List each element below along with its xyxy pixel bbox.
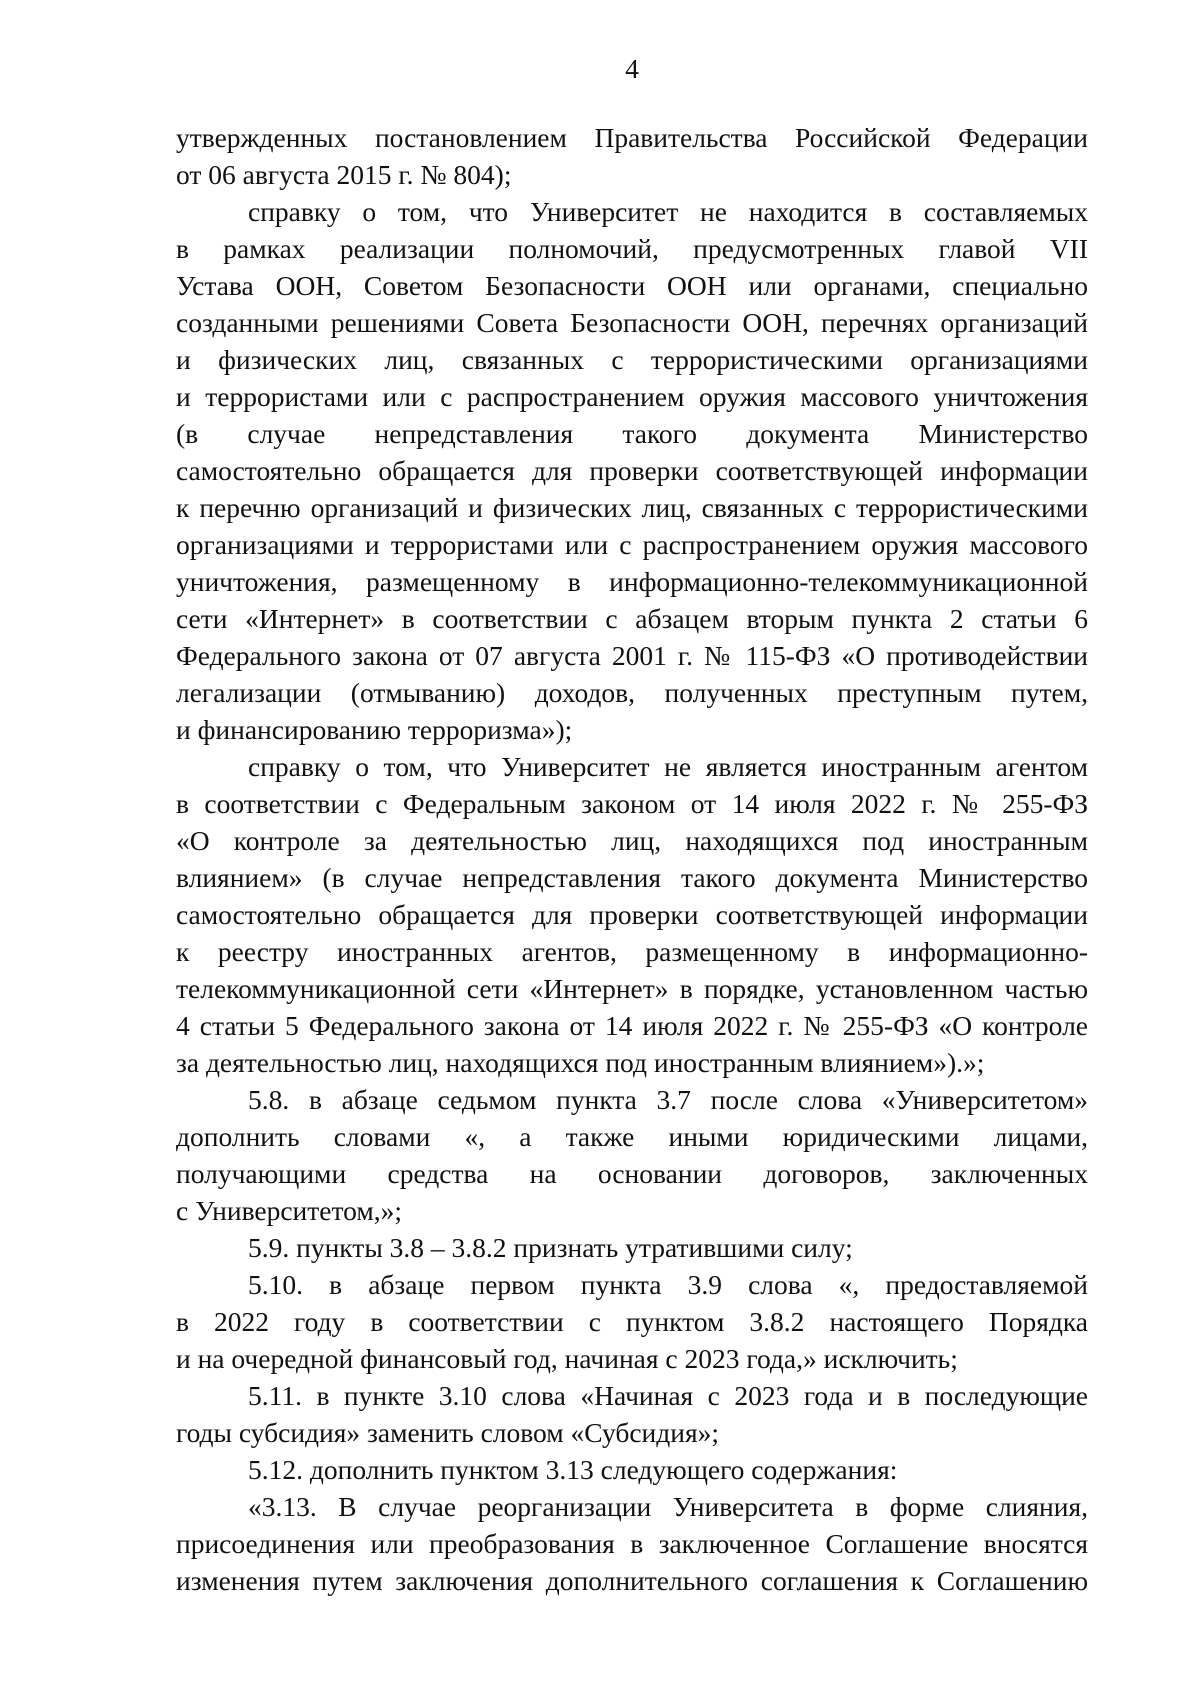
text-line: (в случае непредставления такого документа Министерство [176,418,1088,449]
text-line: 5.9. пункты 3.8 – 3.8.2 признать утратившими силу; [248,1232,853,1263]
text-line: и физических лиц, связанных с террористическими организациями [176,344,1088,375]
text-line: получающими средства на основании договоров, заключенных [176,1158,1088,1189]
text-line: к реестру иностранных агентов, размещенному в информационно- [176,936,1088,967]
text-line: 5.8. в абзаце седьмом пункта 3.7 после слова «Университетом» [248,1084,1088,1115]
text-line: уничтожения, размещенному в информационно-телекоммуникационной [176,566,1088,597]
text-line: Устава ООН, Советом Безопасности ООН или органами, специально [176,270,1088,301]
text-line: созданными решениями Совета Безопасности ООН, перечнях организаций [176,307,1088,338]
text-line: самостоятельно обращается для проверки соответствующей информации [176,899,1088,930]
text-line: телекоммуникационной сети «Интернет» в порядке, установленном частью [176,973,1088,1004]
text-line: и финансированию терроризма»); [176,714,573,745]
text-line: к перечню организаций и физических лиц, связанных с террористическими [176,492,1088,523]
text-line: организациями и террористами или с распространением оружия массового [176,529,1088,560]
text-line: дополнить словами «, а также иными юридическими лицами, [176,1121,1088,1152]
page-number: 4 [625,53,639,84]
text-line: с Университетом,»; [176,1195,403,1226]
text-line: в соответствии с Федеральным законом от 14 июля 2022 г. № 255-ФЗ [176,788,1088,819]
text-line: «3.13. В случае реорганизации Университета в форме слияния, [248,1491,1088,1522]
text-line: 4 статьи 5 Федерального закона от 14 июля 2022 г. № 255-ФЗ «О контроле [176,1010,1088,1041]
text-line: сети «Интернет» в соответствии с абзацем вторым пункта 2 статьи 6 [176,603,1088,634]
text-line: за деятельностью лиц, находящихся под иностранным влиянием»).»; [176,1047,985,1078]
text-line: утвержденных постановлением Правительства Российской Федерации [176,122,1088,153]
text-line: и террористами или с распространением оружия массового уничтожения [176,381,1088,412]
text-line: годы субсидия» заменить словом «Субсидия»; [176,1417,720,1448]
text-line: изменения путем заключения дополнительного соглашения к Соглашению [176,1565,1088,1596]
text-line: присоединения или преобразования в заключенное Соглашение вносятся [176,1528,1088,1559]
text-line: влиянием» (в случае непредставления такого документа Министерство [176,862,1088,893]
text-line: «О контроле за деятельностью лиц, находящихся под иностранным [176,825,1088,856]
text-line: от 06 августа 2015 г. № 804); [176,159,512,190]
text-line: 5.11. в пункте 3.10 слова «Начиная с 2023 года и в последующие [248,1380,1088,1411]
text-line: самостоятельно обращается для проверки соответствующей информации [176,455,1088,486]
text-line: справку о том, что Университет не находится в составляемых [248,196,1088,227]
text-line: 5.12. дополнить пунктом 3.13 следующего содержания: [248,1454,898,1485]
text-line: в 2022 году в соответствии с пунктом 3.8.2 настоящего Порядка [176,1306,1088,1337]
document-body [176,119,1088,1599]
text-line: Федерального закона от 07 августа 2001 г. № 115-ФЗ «О противодействии [176,640,1088,671]
text-line: справку о том, что Университет не является иностранным агентом [248,751,1088,782]
text-line: в рамках реализации полномочий, предусмотренных главой VII [176,233,1088,264]
text-line: и на очередной финансовый год, начиная с 2023 года,» исключить; [176,1343,958,1374]
text-line: легализации (отмыванию) доходов, полученных преступным путем, [176,677,1088,708]
text-line: 5.10. в абзаце первом пункта 3.9 слова «, предоставляемой [248,1269,1088,1300]
